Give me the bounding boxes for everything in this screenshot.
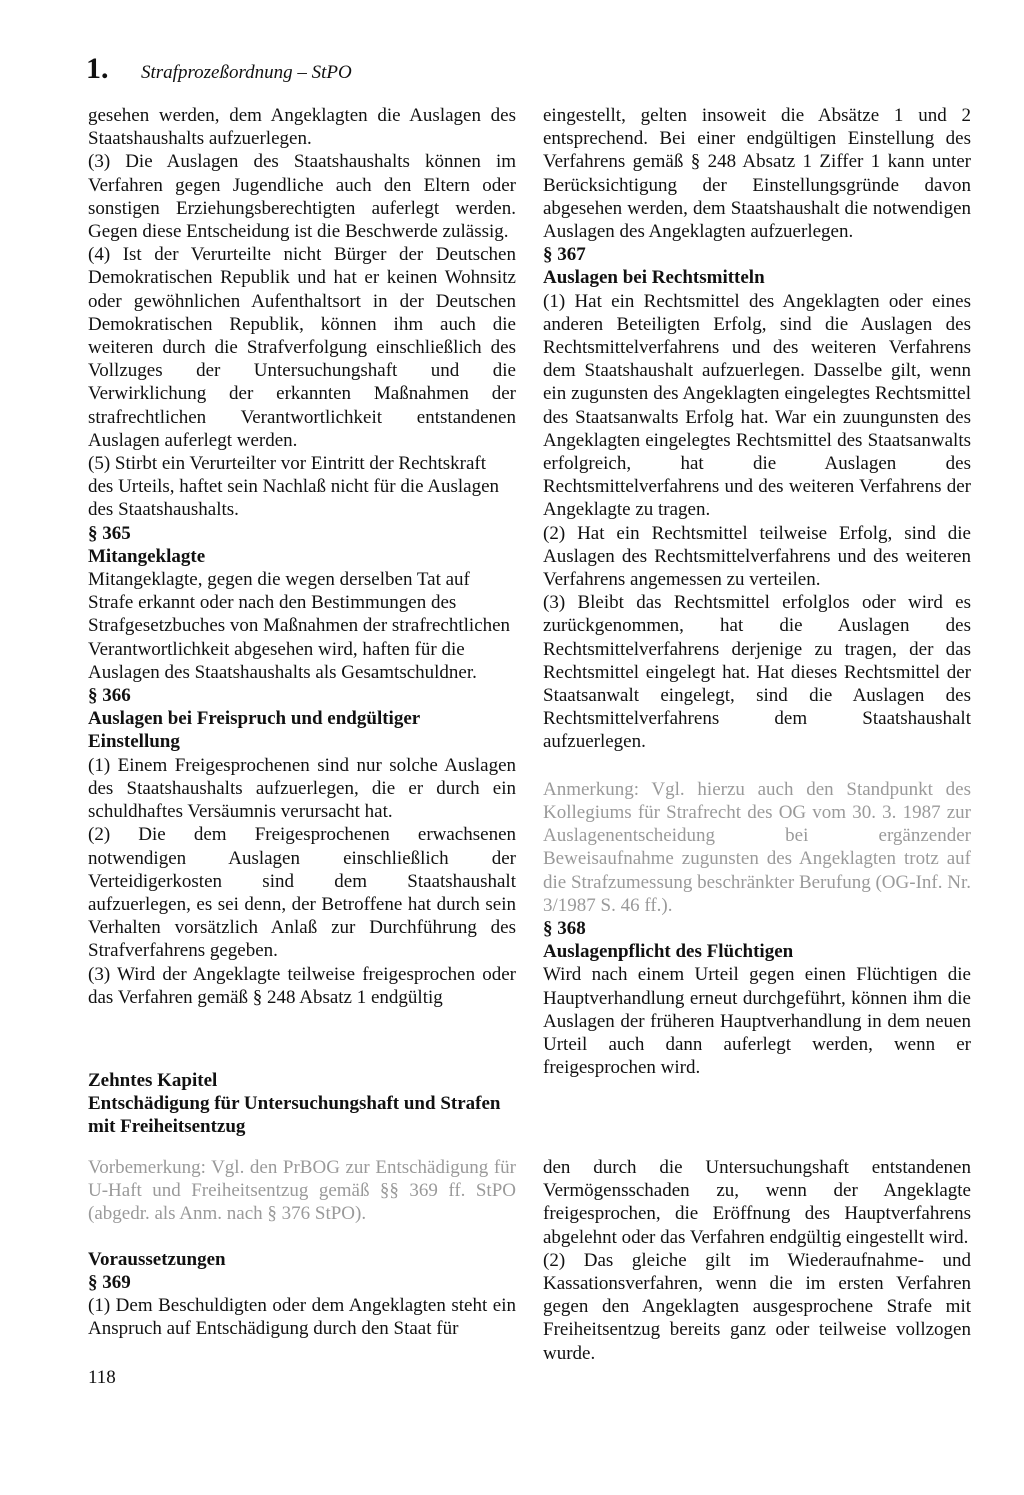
section-number: § 369 bbox=[88, 1271, 131, 1293]
running-title: Strafprozeßordnung – StPO bbox=[141, 62, 352, 83]
paragraph: (4) Ist der Verurteilte nicht Bürger der Deutschen Demokratischen Republik und hat er keinen Wohnsitz oder gewöhnlichen Aufenthaltsort in der Deutschen Demokratischen Republik, können ihm auch die weiteren durch die Strafverfolgung einschließlich des Vollzuges der Untersuchungshaft und die Verwirklichung der erkannten Maßnahmen der strafrechtlichen Verantwortlichkeit entstandenen Auslagen auferlegt werden. bbox=[88, 244, 516, 451]
lower-right-column bbox=[543, 1156, 971, 1365]
paragraph: (5) Stirbt ein Verurteilter vor Eintritt der Rechtskraft des Urteils, haftet sein Nachlaß nicht für die Auslagen des Staatshaushalts. bbox=[88, 453, 500, 521]
upper-right-column bbox=[543, 104, 971, 1079]
section-title: Auslagen bei Freispruch und endgültiger Einstellung bbox=[88, 708, 420, 753]
page-number: 118 bbox=[88, 1367, 116, 1388]
chapter-heading bbox=[88, 1069, 518, 1139]
section-title: Auslagen bei Rechtsmitteln bbox=[543, 267, 765, 289]
section-number: § 365 bbox=[88, 522, 131, 544]
paragraph: (2) Hat ein Rechtsmittel teilweise Erfolg, sind die Auslagen des Rechtsmittelverfahrens und des weiteren Verfahrens angemessen zu verteilen. bbox=[543, 522, 971, 591]
paragraph: (1) Hat ein Rechtsmittel des Angeklagten oder eines anderen Beteiligten Erfolg, sind die Auslagen des Rechtsmittelverfahrens und des weiteren Verfahrens dem Staatshaushalt aufzuerlegen. Dasselbe gilt, wenn ein zugunsten des Angeklagten eingelegtes Rechtsmittel des Staatsanwalts Erfolg hat. War ein zuungunsten des Angeklagten eingelegtes Rechtsmittel des Staatsanwalts erfolgreich, hat die Auslagen des Rechtsmittelverfahrens und des weiteren Verfahrens der Angeklagte zu tragen. bbox=[543, 290, 971, 521]
paragraph: (1) Dem Beschuldigten oder dem Angeklagten steht ein Anspruch auf Entschädigung durch den Staat für bbox=[88, 1295, 516, 1340]
paragraph: (3) Bleibt das Rechtsmittel erfolglos oder wird es zurückgenommen, hat die Auslagen des Rechtsmittelverfahrens derjenige zu tragen, der das Rechtsmittel eingelegt hat. Hat dieses Rechtsmittel der Staatsanwalt eingelegt, sind die Auslagen des Rechtsmittelverfahrens dem Staatshaushalt aufzuerlegen. bbox=[543, 592, 971, 753]
chapter-label: Zehntes Kapitel bbox=[88, 1070, 218, 1091]
paragraph: Mitangeklagte, gegen die wegen derselben Tat auf Strafe erkannt oder nach den Bestimmungen des Strafgesetzbuches von Maßnahmen der strafrechtlichen Verantwortlichkeit abgesehen wird, haften für die Auslagen des Staatshaushalts als Gesamtschuldner. bbox=[88, 569, 511, 683]
section-title: Auslagenpflicht des Flüchtigen bbox=[543, 941, 794, 963]
section-number: § 367 bbox=[543, 244, 586, 266]
paragraph: den durch die Untersuchungshaft entstandenen Vermögensschaden zu, wenn der Angeklagte freigesprochen, die Eröffnung des Hauptverfahrens abgelehnt oder das Verfahren endgültig eingestellt wird. bbox=[543, 1157, 971, 1248]
lower-left-column bbox=[88, 1156, 516, 1340]
section-number: § 366 bbox=[88, 685, 131, 707]
paragraph: (2) Die dem Freigesprochenen erwachsenen notwendigen Auslagen einschließlich der Verteidigerkosten sind dem Staatshaushalt aufzuerlegen, es sei denn, der Betroffene hat durch sein Verhalten vorsätzlich Anlaß zur Durchführung des Strafverfahrens gegeben. bbox=[88, 824, 516, 962]
section-title: Mitangeklagte bbox=[88, 545, 206, 567]
paragraph: (2) Das gleiche gilt im Wiederaufnahme- und Kassationsverfahren, wenn die im ersten Verfahren gegen den Angeklagten ausgesprochene Strafe mit Freiheitsentzug bereits ganz oder teilweise vollzogen wurde. bbox=[543, 1249, 971, 1364]
preliminary-note: Vorbemerkung: Vgl. den PrBOG zur Entschädigung für U-Haft und Freiheitsentzug gemäß §§ 369 ff. StPO (abgedr. als Anm. nach § 376 StPO). bbox=[88, 1157, 516, 1225]
subheading: Voraussetzungen bbox=[88, 1248, 226, 1270]
paragraph: (3) Die Auslagen des Staatshaushalts können im Verfahren gegen Jugendliche auch den Eltern oder sonstigen Erziehungsberechtigten auferlegt werden. Gegen diese Entscheidung ist die Beschwerde zulässig. bbox=[88, 151, 516, 243]
chapter-number: 1. bbox=[86, 52, 109, 85]
paragraph: (1) Einem Freigesprochenen sind nur solche Auslagen des Staatshaushalts aufzuerlegen, die er durch ein schuldhaftes Versäumnis verursacht hat. bbox=[88, 754, 516, 823]
paragraph: (3) Wird der Angeklagte teilweise freigesprochen oder das Verfahren gemäß § 248 Absatz 1 endgültig bbox=[88, 963, 516, 1008]
upper-left-column bbox=[88, 104, 516, 1009]
paragraph: gesehen werden, dem Angeklagten die Auslagen des Staatshaushalts aufzuerlegen. bbox=[88, 105, 516, 150]
annotation-note: Anmerkung: Vgl. hierzu auch den Standpunkt des Kollegiums für Strafrecht des OG vom 30. 3. 1987 zur Auslagenentscheidung bei ergänzender Beweisaufnahme zugunsten des Angeklagten trotz auf die Strafzumessung beschränkter Berufung (OG-Inf. Nr. 3/1987 S. 46 ff.). bbox=[543, 778, 971, 916]
chapter-title: Entschädigung für Untersuchungshaft und Strafen mit Freiheitsentzug bbox=[88, 1093, 501, 1138]
section-number: § 368 bbox=[543, 917, 586, 939]
paragraph: Wird nach einem Urteil gegen einen Flüchtigen die Hauptverhandlung erneut durchgeführt, können ihm die Auslagen der früheren Hauptverhandlung in dem neuen Urteil auch dann auferlegt werden, wenn er freigesprochen wird. bbox=[543, 964, 971, 1079]
paragraph: eingestellt, gelten insoweit die Absätze 1 und 2 entsprechend. Bei einer endgültigen Einstellung des Verfahrens gemäß § 248 Absatz 1 Ziffer 1 kann unter Berücksichtigung der Einstellungsgründe davon abgesehen werden, dem Staatshaushalt die notwendigen Auslagen des Angeklagten aufzuerlegen. bbox=[543, 105, 971, 243]
